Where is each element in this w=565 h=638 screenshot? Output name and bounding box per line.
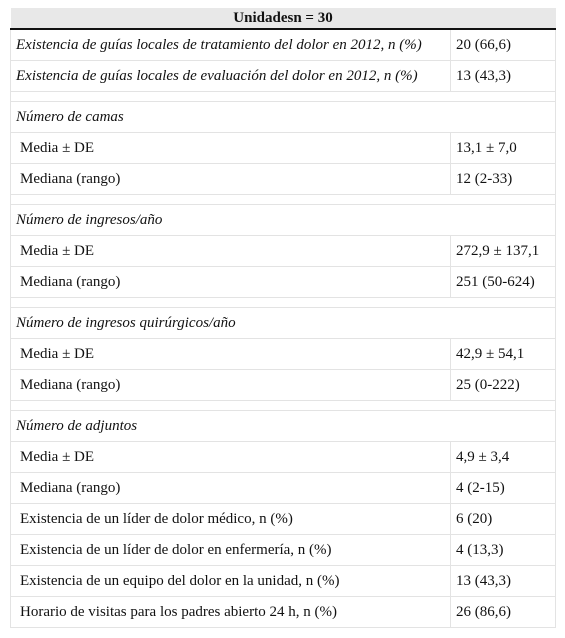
- row-value: 13,1 ± 7,0: [451, 133, 556, 164]
- section-title: Número de ingresos quirúrgicos/año: [11, 308, 556, 339]
- row-label: Mediana (rango): [11, 473, 451, 504]
- row-value: 4,9 ± 3,4: [451, 442, 556, 473]
- row-label: Mediana (rango): [11, 370, 451, 401]
- row-value: 26 (86,6): [451, 597, 556, 628]
- row-label: Mediana (rango): [11, 164, 451, 195]
- table-row: [11, 442, 556, 473]
- table-row: [11, 164, 556, 195]
- table-row: [11, 535, 556, 566]
- row-value: 13 (43,3): [451, 61, 556, 92]
- row-label: Existencia de guías locales de evaluación del dolor en 2012, n (%): [11, 61, 451, 92]
- spacer-row: [11, 195, 556, 205]
- table-header-row: [11, 8, 556, 29]
- row-label: Existencia de guías locales de tratamiento del dolor en 2012, n (%): [11, 29, 451, 61]
- section-row: [11, 308, 556, 339]
- units-table-container: [10, 8, 555, 628]
- row-label: Mediana (rango): [11, 267, 451, 298]
- section-title: Número de camas: [11, 102, 556, 133]
- section-row: [11, 102, 556, 133]
- spacer-row: [11, 92, 556, 102]
- section-row: [11, 205, 556, 236]
- spacer-row: [11, 298, 556, 308]
- row-value: 12 (2-33): [451, 164, 556, 195]
- table-row: [11, 339, 556, 370]
- table-row: [11, 504, 556, 535]
- table-row: [11, 236, 556, 267]
- row-value: 4 (13,3): [451, 535, 556, 566]
- table-row: [11, 597, 556, 628]
- row-value: 20 (66,6): [451, 29, 556, 61]
- row-label: Media ± DE: [11, 133, 451, 164]
- row-label: Media ± DE: [11, 236, 451, 267]
- row-label: Existencia de un equipo del dolor en la unidad, n (%): [11, 566, 451, 597]
- table-header: Unidadesn = 30: [11, 8, 556, 29]
- section-title: Número de ingresos/año: [11, 205, 556, 236]
- table-row: [11, 473, 556, 504]
- table-row: [11, 370, 556, 401]
- spacer-row: [11, 401, 556, 411]
- row-value: 42,9 ± 54,1: [451, 339, 556, 370]
- row-label: Existencia de un líder de dolor en enfermería, n (%): [11, 535, 451, 566]
- row-value: 25 (0-222): [451, 370, 556, 401]
- row-value: 13 (43,3): [451, 566, 556, 597]
- table-row: [11, 566, 556, 597]
- table-row: [11, 29, 556, 61]
- table-row: [11, 61, 556, 92]
- row-value: 4 (2-15): [451, 473, 556, 504]
- table-row: [11, 267, 556, 298]
- section-row: [11, 411, 556, 442]
- row-value: 6 (20): [451, 504, 556, 535]
- row-label: Horario de visitas para los padres abierto 24 h, n (%): [11, 597, 451, 628]
- table-row: [11, 133, 556, 164]
- units-table: [10, 8, 556, 628]
- row-value: 272,9 ± 137,1: [451, 236, 556, 267]
- row-label: Media ± DE: [11, 339, 451, 370]
- section-title: Número de adjuntos: [11, 411, 556, 442]
- row-value: 251 (50-624): [451, 267, 556, 298]
- row-label: Media ± DE: [11, 442, 451, 473]
- row-label: Existencia de un líder de dolor médico, n (%): [11, 504, 451, 535]
